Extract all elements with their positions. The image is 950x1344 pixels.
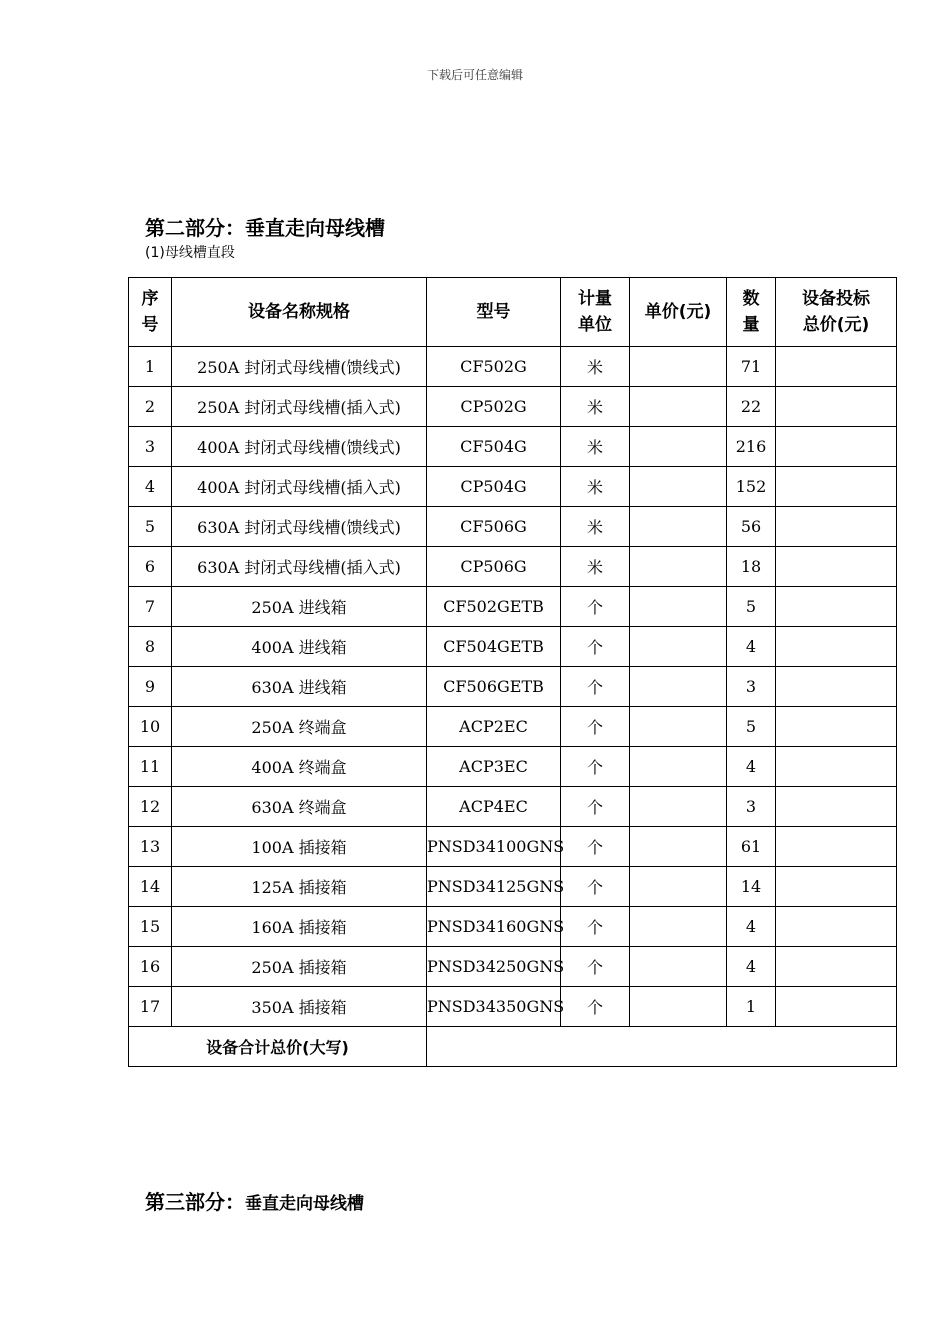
table-row <box>129 827 897 867</box>
cell-price[interactable] <box>630 627 727 667</box>
cell-unit: 个 <box>561 867 630 907</box>
section-title: 第二部分：垂直走向母线槽 <box>145 216 385 240</box>
cell-price[interactable] <box>630 707 727 747</box>
cell-model: CF504G <box>427 427 561 467</box>
table-row <box>129 387 897 427</box>
cell-total[interactable] <box>776 707 897 747</box>
cell-model: CF506GETB <box>427 667 561 707</box>
table-row <box>129 787 897 827</box>
cell-unit: 米 <box>561 427 630 467</box>
cell-seq: 12 <box>129 787 172 827</box>
cell-total[interactable] <box>776 507 897 547</box>
cell-total[interactable] <box>776 787 897 827</box>
equipment-table <box>128 277 897 1067</box>
cell-seq: 9 <box>129 667 172 707</box>
table-row <box>129 587 897 627</box>
header-price: 单价(元) <box>630 278 727 347</box>
cell-model: CF504GETB <box>427 627 561 667</box>
cell-unit: 个 <box>561 747 630 787</box>
cell-unit: 个 <box>561 707 630 747</box>
table-row <box>129 947 897 987</box>
cell-name: 630A 封闭式母线槽(插入式) <box>172 547 427 587</box>
cell-price[interactable] <box>630 507 727 547</box>
section-subtitle: (1)母线槽直段 <box>145 245 235 261</box>
cell-seq: 7 <box>129 587 172 627</box>
cell-seq: 3 <box>129 427 172 467</box>
table-row <box>129 867 897 907</box>
cell-seq: 10 <box>129 707 172 747</box>
cell-seq: 2 <box>129 387 172 427</box>
cell-model: ACP3EC <box>427 747 561 787</box>
cell-qty: 18 <box>727 547 776 587</box>
cell-total[interactable] <box>776 347 897 387</box>
section3-title-prefix: 第三部分： <box>145 1190 245 1214</box>
cell-total[interactable] <box>776 587 897 627</box>
section3-title-text: 垂直走向母线槽 <box>245 1194 364 1214</box>
cell-total[interactable] <box>776 547 897 587</box>
cell-qty: 1 <box>727 987 776 1027</box>
cell-price[interactable] <box>630 547 727 587</box>
table-row <box>129 747 897 787</box>
table-row <box>129 507 897 547</box>
cell-qty: 3 <box>727 787 776 827</box>
cell-name: 250A 封闭式母线槽(插入式) <box>172 387 427 427</box>
cell-model: PNSD34125GNS <box>427 867 561 907</box>
cell-price[interactable] <box>630 827 727 867</box>
cell-model: CF502GETB <box>427 587 561 627</box>
cell-total[interactable] <box>776 467 897 507</box>
cell-qty: 22 <box>727 387 776 427</box>
table-header-row <box>129 278 897 347</box>
cell-price[interactable] <box>630 587 727 627</box>
cell-price[interactable] <box>630 427 727 467</box>
cell-unit: 米 <box>561 467 630 507</box>
cell-model: CP504G <box>427 467 561 507</box>
cell-name: 630A 进线箱 <box>172 667 427 707</box>
cell-qty: 3 <box>727 667 776 707</box>
cell-model: PNSD34250GNS <box>427 947 561 987</box>
table-row <box>129 667 897 707</box>
cell-qty: 14 <box>727 867 776 907</box>
cell-name: 400A 进线箱 <box>172 627 427 667</box>
cell-total[interactable] <box>776 747 897 787</box>
cell-price[interactable] <box>630 667 727 707</box>
cell-seq: 13 <box>129 827 172 867</box>
header-seq: 序 号 <box>129 278 172 347</box>
cell-seq: 1 <box>129 347 172 387</box>
cell-name: 400A 封闭式母线槽(馈线式) <box>172 427 427 467</box>
table-row <box>129 467 897 507</box>
cell-name: 250A 插接箱 <box>172 947 427 987</box>
table-row <box>129 987 897 1027</box>
table-row <box>129 907 897 947</box>
header-model: 型号 <box>427 278 561 347</box>
cell-unit: 个 <box>561 627 630 667</box>
cell-name: 250A 进线箱 <box>172 587 427 627</box>
cell-price[interactable] <box>630 347 727 387</box>
cell-model: ACP4EC <box>427 787 561 827</box>
cell-name: 250A 终端盒 <box>172 707 427 747</box>
cell-name: 400A 终端盒 <box>172 747 427 787</box>
cell-qty: 4 <box>727 747 776 787</box>
cell-price[interactable] <box>630 387 727 427</box>
cell-name: 400A 封闭式母线槽(插入式) <box>172 467 427 507</box>
header-total: 设备投标 总价(元) <box>776 278 897 347</box>
cell-seq: 16 <box>129 947 172 987</box>
cell-price[interactable] <box>630 467 727 507</box>
cell-total[interactable] <box>776 627 897 667</box>
table-row <box>129 427 897 467</box>
table-row <box>129 347 897 387</box>
section3-title <box>145 1186 364 1215</box>
header-unit: 计量 单位 <box>561 278 630 347</box>
watermark-text: 下载后可任意编辑 <box>426 68 523 82</box>
cell-total[interactable] <box>776 427 897 467</box>
total-value-cell[interactable] <box>427 1027 897 1067</box>
cell-seq: 14 <box>129 867 172 907</box>
cell-total[interactable] <box>776 907 897 947</box>
cell-unit: 米 <box>561 547 630 587</box>
cell-qty: 56 <box>727 507 776 547</box>
cell-seq: 17 <box>129 987 172 1027</box>
cell-unit: 个 <box>561 667 630 707</box>
cell-total[interactable] <box>776 867 897 907</box>
cell-name: 350A 插接箱 <box>172 987 427 1027</box>
cell-qty: 61 <box>727 827 776 867</box>
cell-name: 100A 插接箱 <box>172 827 427 867</box>
cell-unit: 个 <box>561 907 630 947</box>
header-name: 设备名称规格 <box>172 278 427 347</box>
cell-qty: 4 <box>727 627 776 667</box>
cell-total[interactable] <box>776 827 897 867</box>
cell-model: PNSD34160GNS <box>427 907 561 947</box>
header-qty: 数 量 <box>727 278 776 347</box>
cell-unit: 米 <box>561 507 630 547</box>
cell-model: PNSD34100GNS <box>427 827 561 867</box>
cell-price[interactable] <box>630 747 727 787</box>
cell-model: CF506G <box>427 507 561 547</box>
cell-unit: 米 <box>561 347 630 387</box>
total-label: 设备合计总价(大写) <box>129 1027 427 1067</box>
cell-qty: 4 <box>727 947 776 987</box>
cell-seq: 11 <box>129 747 172 787</box>
cell-qty: 216 <box>727 427 776 467</box>
cell-model: CP506G <box>427 547 561 587</box>
cell-seq: 4 <box>129 467 172 507</box>
cell-name: 125A 插接箱 <box>172 867 427 907</box>
cell-model: ACP2EC <box>427 707 561 747</box>
cell-seq: 15 <box>129 907 172 947</box>
cell-price[interactable] <box>630 867 727 907</box>
cell-unit: 个 <box>561 947 630 987</box>
cell-price[interactable] <box>630 987 727 1027</box>
cell-model: CP502G <box>427 387 561 427</box>
cell-price[interactable] <box>630 947 727 987</box>
cell-seq: 8 <box>129 627 172 667</box>
cell-model: CF502G <box>427 347 561 387</box>
table-row <box>129 627 897 667</box>
cell-unit: 个 <box>561 587 630 627</box>
cell-total[interactable] <box>776 987 897 1027</box>
total-row <box>129 1027 897 1067</box>
cell-unit: 米 <box>561 387 630 427</box>
table-row <box>129 707 897 747</box>
cell-model: PNSD34350GNS <box>427 987 561 1027</box>
table-row <box>129 547 897 587</box>
cell-seq: 6 <box>129 547 172 587</box>
cell-unit: 个 <box>561 827 630 867</box>
cell-unit: 个 <box>561 787 630 827</box>
cell-qty: 5 <box>727 587 776 627</box>
cell-name: 160A 插接箱 <box>172 907 427 947</box>
cell-total[interactable] <box>776 387 897 427</box>
cell-qty: 4 <box>727 907 776 947</box>
cell-qty: 152 <box>727 467 776 507</box>
cell-name: 250A 封闭式母线槽(馈线式) <box>172 347 427 387</box>
cell-name: 630A 终端盒 <box>172 787 427 827</box>
cell-price[interactable] <box>630 907 727 947</box>
cell-qty: 5 <box>727 707 776 747</box>
cell-name: 630A 封闭式母线槽(馈线式) <box>172 507 427 547</box>
cell-price[interactable] <box>630 787 727 827</box>
cell-total[interactable] <box>776 947 897 987</box>
cell-seq: 5 <box>129 507 172 547</box>
cell-total[interactable] <box>776 667 897 707</box>
cell-qty: 71 <box>727 347 776 387</box>
cell-unit: 个 <box>561 987 630 1027</box>
